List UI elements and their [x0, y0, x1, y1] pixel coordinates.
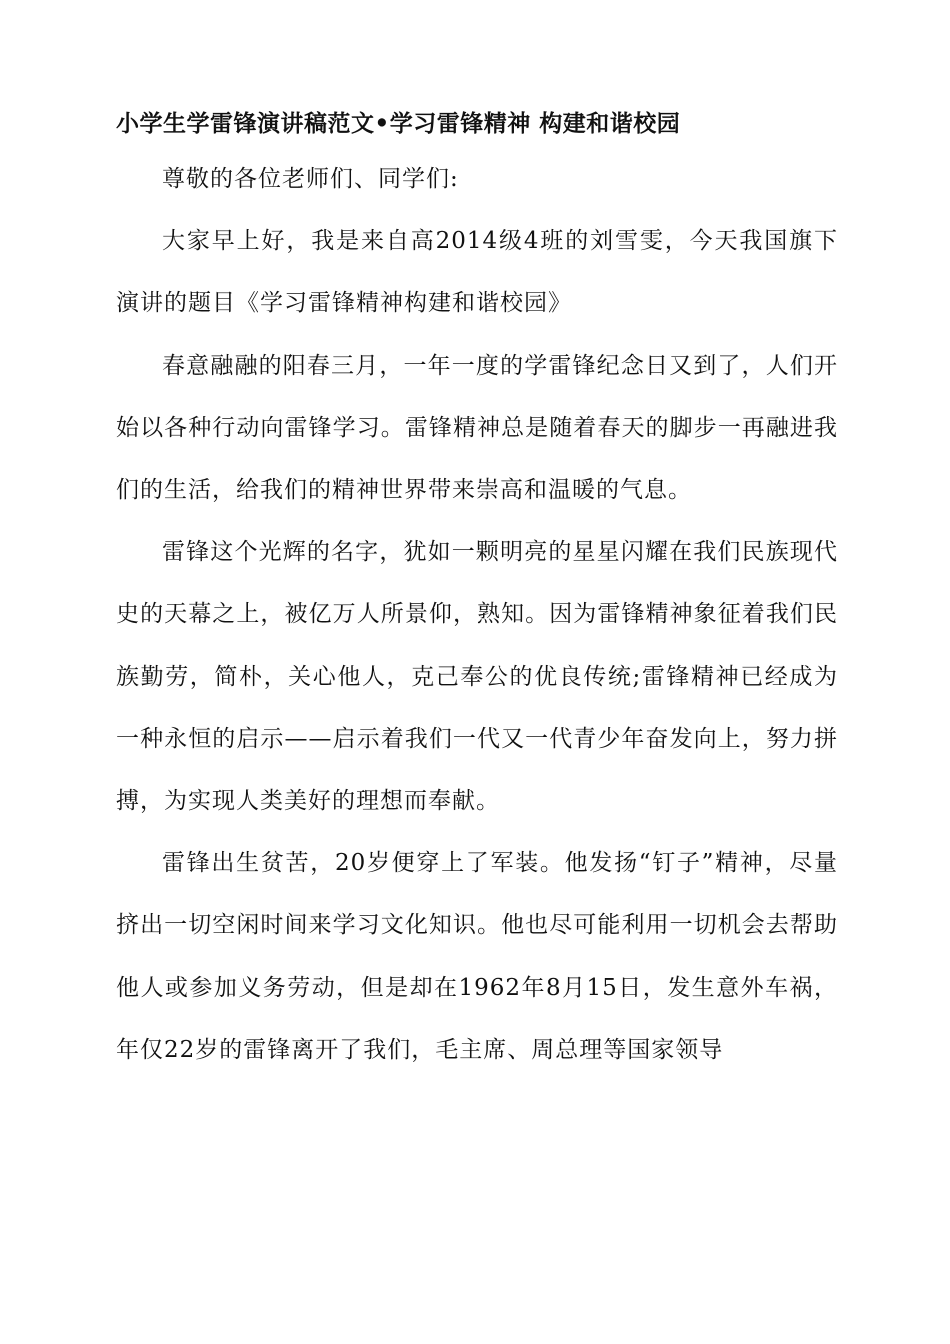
- paragraph-introduction: 大家早上好，我是来自高2014级4班的刘雪雯，今天我国旗下演讲的题目《学习雷锋精神构建和谐校园》: [116, 228, 838, 317]
- paragraph-glorious-name: 雷锋这个光辉的名字，犹如一颗明亮的星星闪耀在我们民族现代史的天幕之上，被亿万人所景仰，熟知。因为雷锋精神象征着我们民族勤劳，简朴，关心他人，克己奉公的优良传统;雷锋精神已经成为一种永恒的启示——启示着我们一代又一代青少年奋发向上，努力拼搏，为实现人类美好的理想而奉献。: [116, 539, 838, 815]
- paragraph-biography: 雷锋出生贫苦，20岁便穿上了军装。他发扬“钉子”精神，尽量挤出一切空闲时间来学习文化知识。他也尽可能利用一切机会去帮助他人或参加义务劳动，但是却在1962年8月15日，发生意外车祸，年仅22岁的雷锋离开了我们，毛主席、周总理等国家领导: [116, 850, 838, 1063]
- document-body: [116, 102, 838, 1081]
- paragraph-greeting: 尊敬的各位老师们、同学们:: [162, 166, 459, 192]
- document-title: 小学生学雷锋演讲稿范文•学习雷锋精神 构建和谐校园: [116, 110, 681, 137]
- paragraph-spring: 春意融融的阳春三月，一年一度的学雷锋纪念日又到了，人们开始以各种行动向雷锋学习。雷锋精神总是随着春天的脚步一再融进我们的生活，给我们的精神世界带来崇高和温暖的气息。: [116, 352, 838, 504]
